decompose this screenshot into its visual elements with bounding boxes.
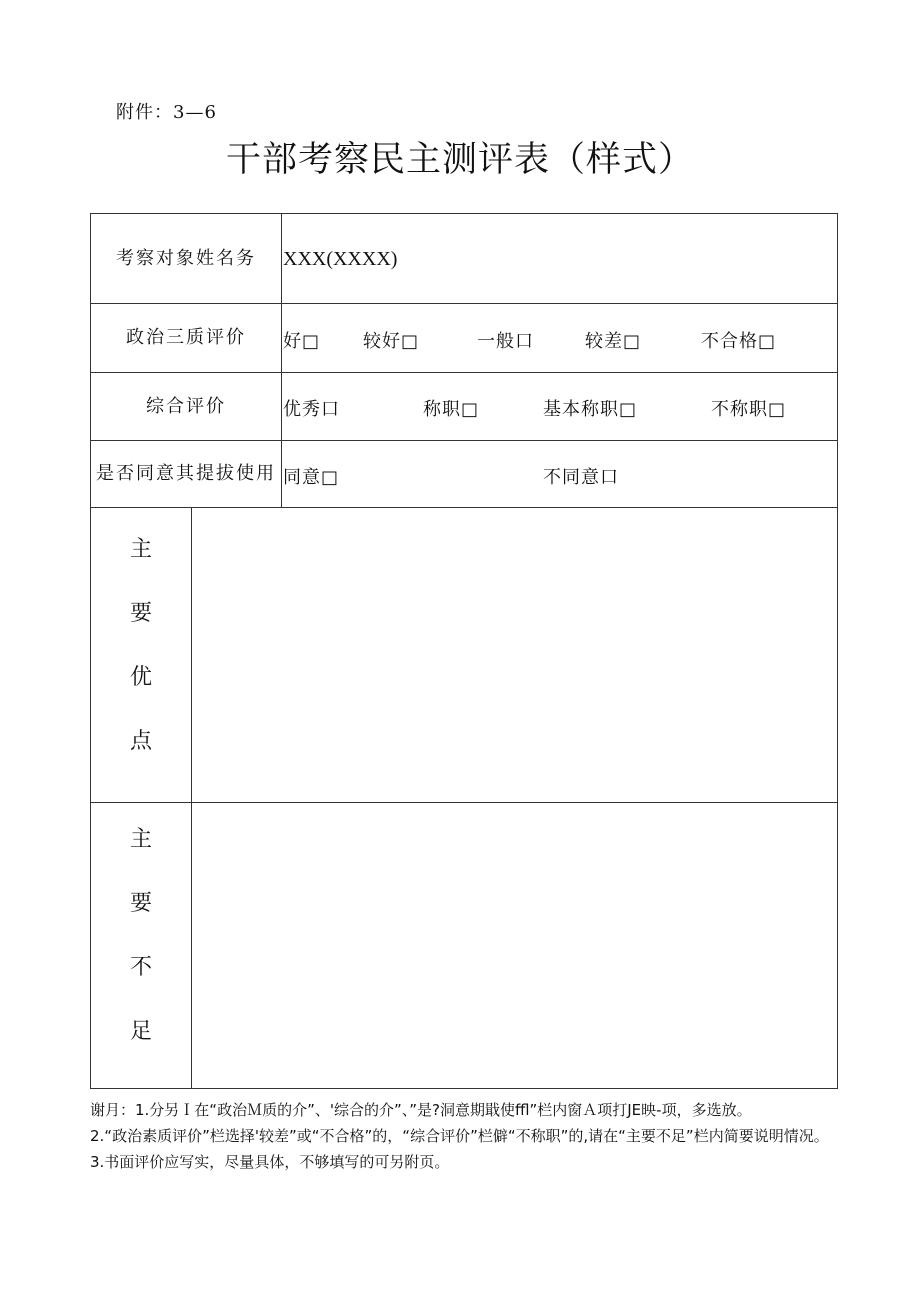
- name-position-label: 考察对象姓名务: [116, 247, 256, 269]
- political-quality-label: 政治三质评价: [126, 327, 246, 348]
- weaknesses-textarea[interactable]: [192, 803, 837, 1088]
- note-1: 谢月：1.分另Ｉ在“政治Ｍ质的介”、'综合的介”、”是?洞意期戢使ffl”栏内窗Ａ项打JE映-项，多选放。: [90, 1101, 752, 1119]
- overall-option-competent[interactable]: 称职□: [423, 399, 480, 420]
- label-char: 要: [129, 601, 152, 626]
- note-2: 2.“政治素质评价”栏选择'较差”或“不合格”的，“综合评价”栏僻“不称职”的,请在“主要不足”栏内简要说明情况。: [90, 1127, 829, 1145]
- label-char: 要: [129, 891, 152, 916]
- strengths-textarea[interactable]: [192, 508, 837, 802]
- note-3: 3.书面评价应写实，尽量具体，不够填写的可另附页。: [90, 1153, 450, 1171]
- overall-option-basically-competent[interactable]: 基本称职□: [543, 399, 638, 420]
- promotion-agreement-label: 是否同意其提拔使用: [96, 463, 276, 484]
- political-option-good[interactable]: 好□: [283, 331, 321, 352]
- column-divider: [281, 214, 282, 508]
- promotion-option-agree[interactable]: 同意□: [283, 467, 340, 488]
- label-char: 点: [129, 729, 152, 754]
- label-char: 不: [129, 955, 152, 980]
- page-title: 干部考察民主测评表（样式）: [225, 140, 694, 180]
- label-char: 优: [129, 665, 152, 690]
- strengths-label: [91, 518, 191, 774]
- label-char: 主: [129, 537, 152, 562]
- political-option-average[interactable]: 一般口: [477, 331, 534, 352]
- name-position-value[interactable]: XXX(XXXX): [283, 248, 398, 270]
- promotion-option-disagree[interactable]: 不同意口: [543, 467, 619, 488]
- overall-option-incompetent[interactable]: 不称职□: [711, 399, 787, 420]
- label-char: 主: [129, 827, 152, 852]
- political-option-unqualified[interactable]: 不合格□: [701, 331, 777, 352]
- political-option-poor[interactable]: 较差□: [585, 331, 642, 352]
- overall-evaluation-label: 综合评价: [146, 395, 226, 417]
- evaluation-form: [90, 213, 838, 1089]
- weaknesses-label: [91, 808, 191, 1064]
- overall-option-excellent[interactable]: 优秀口: [283, 399, 340, 420]
- notes: [90, 1097, 838, 1175]
- political-option-fairly-good[interactable]: 较好□: [363, 331, 420, 352]
- attachment-number: 附件：3—6: [116, 102, 217, 123]
- label-char: 足: [129, 1019, 152, 1044]
